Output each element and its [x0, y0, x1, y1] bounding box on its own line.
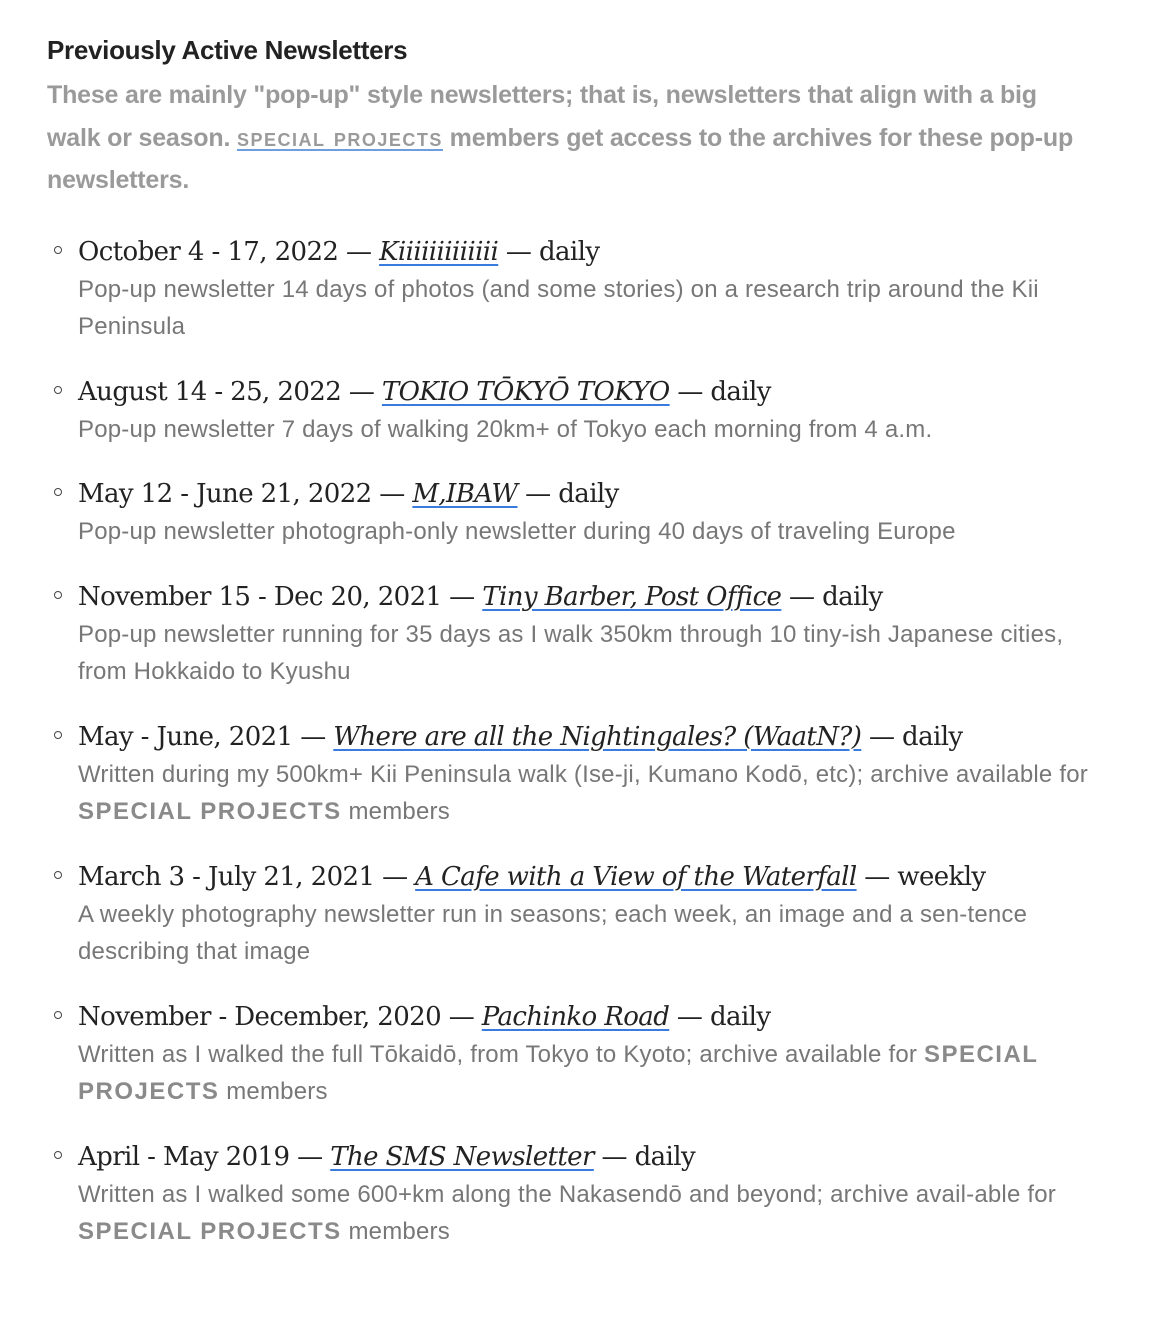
special-projects-label: SPECIAL PROJECTS [78, 798, 342, 825]
intro-text-after: members get access to the archives for these pop-up newsletters. [47, 123, 1074, 194]
dash-separator: — [379, 479, 405, 509]
description-text: Pop-up newsletter photograph-only newsletter during 40 days of traveling Europe [78, 518, 956, 545]
newsletter-title-link[interactable]: Tiny Barber, Post Office [482, 581, 782, 612]
bullet-icon [54, 386, 62, 394]
newsletter-description [78, 616, 1088, 691]
newsletter-item [47, 999, 1107, 1111]
newsletter-title-link[interactable]: M,IBAW [412, 479, 518, 509]
newsletter-dates: October 4 - 17, 2022 [78, 236, 339, 267]
newsletter-description [78, 513, 1088, 551]
dash-separator: — [677, 376, 703, 407]
newsletter-description [78, 271, 1088, 346]
newsletter-frequency: daily [634, 1141, 696, 1172]
newsletter-item [47, 859, 1107, 971]
newsletter-item [47, 719, 1107, 831]
dash-separator: — [676, 1001, 703, 1032]
newsletter-description [78, 1036, 1088, 1111]
description-text: Written as I walked some 600+km along the Nakasendō and beyond; archive avail-able for [78, 1180, 1056, 1208]
newsletter-dates: November 15 - Dec 20, 2021 [78, 581, 442, 612]
dash-separator: — [300, 721, 326, 752]
dash-separator: — [297, 1141, 323, 1172]
description-text-after: members [219, 1078, 328, 1105]
description-text: Written as I walked the full Tōkaidō, from Tokyo to Kyoto; archive available for [78, 1040, 924, 1068]
newsletter-dates: May 12 - June 21, 2022 [78, 479, 372, 509]
bullet-icon [54, 246, 62, 254]
newsletter-item [47, 579, 1107, 691]
newsletter-title-link[interactable]: TOKIO TŌKYŌ TOKYO [381, 376, 670, 407]
description-text: Pop-up newsletter 7 days of walking 20km+ of Tokyo each morning from 4 a.m. [78, 415, 933, 443]
newsletter-header [78, 999, 1107, 1035]
newsletter-header [78, 234, 1107, 270]
newsletter-title-link[interactable]: A Cafe with a View of the Waterfall [415, 861, 857, 892]
newsletter-frequency: daily [558, 479, 619, 509]
special-projects-link[interactable]: special projects [236, 123, 443, 152]
newsletter-header [78, 374, 1107, 410]
newsletter-frequency: daily [710, 376, 771, 407]
dash-separator: — [449, 581, 475, 612]
newsletter-title-link[interactable]: The SMS Newsletter [330, 1141, 594, 1172]
newsletter-dates: November - December, 2020 [78, 1001, 442, 1032]
section-intro [47, 74, 1087, 202]
newsletter-item [47, 476, 1107, 551]
newsletter-dates: April - May 2019 [78, 1141, 290, 1172]
dash-separator: — [601, 1141, 627, 1172]
bullet-icon [54, 591, 62, 599]
bullet-icon [54, 488, 62, 496]
newsletter-frequency: daily [538, 236, 600, 267]
special-projects-label: SPECIAL PROJECTS [78, 1040, 1039, 1105]
intro-text-before: These are mainly "pop-up" style newsletters; that is, newsletters that align with a big walk or season. [47, 81, 1037, 152]
newsletter-list [47, 234, 1107, 1251]
newsletter-frequency: daily [822, 581, 883, 612]
newsletter-header [78, 579, 1107, 615]
newsletter-frequency: weekly [897, 861, 986, 892]
newsletter-dates: May - June, 2021 [78, 721, 293, 752]
newsletter-description [78, 896, 1088, 971]
newsletter-item [47, 1139, 1107, 1251]
newsletter-description [78, 411, 1088, 449]
description-text-after: members [341, 1218, 450, 1245]
newsletter-header [78, 719, 1107, 755]
description-text: Written during my 500km+ Kii Peninsula walk (Ise-ji, Kumano Kodō, etc); archive available for [78, 760, 1088, 788]
newsletter-title-link[interactable]: Kiiiiiiiiiiiii [379, 236, 499, 267]
special-projects-label: SPECIAL PROJECTS [78, 1218, 342, 1245]
newsletter-header [78, 1139, 1107, 1175]
dash-separator: — [505, 236, 532, 267]
bullet-icon [54, 1011, 62, 1019]
newsletter-description [78, 756, 1088, 831]
newsletter-description [78, 1176, 1088, 1251]
newsletter-item [47, 374, 1107, 449]
newsletter-frequency: daily [902, 721, 963, 752]
description-text: A weekly photography newsletter run in seasons; each week, an image and a sen-tence describing that image [78, 900, 1028, 965]
dash-separator: — [448, 1001, 475, 1032]
bullet-icon [54, 731, 62, 739]
newsletter-header [78, 476, 1107, 512]
dash-separator: — [868, 721, 895, 752]
section-heading: Previously Active Newsletters [47, 35, 408, 65]
dash-separator: — [346, 236, 372, 267]
description-text-after: members [341, 798, 450, 825]
newsletter-title-link[interactable]: Where are all the Nightingales? (WaatN?) [333, 721, 862, 752]
description-text: Pop-up newsletter 14 days of photos (and some stories) on a research trip around the Kii Peninsula [78, 275, 1039, 340]
bullet-icon [54, 871, 62, 879]
dash-separator: — [864, 861, 890, 892]
dash-separator: — [382, 861, 408, 892]
newsletter-dates: August 14 - 25, 2022 [78, 376, 342, 407]
dash-separator: — [525, 479, 551, 509]
newsletters-section [47, 30, 1107, 1279]
newsletter-frequency: daily [710, 1001, 771, 1032]
dash-separator: — [789, 581, 815, 612]
newsletter-header [78, 859, 1107, 895]
bullet-icon [54, 1151, 62, 1159]
newsletter-dates: March 3 - July 21, 2021 [78, 861, 375, 892]
description-text: Pop-up newsletter running for 35 days as I walk 350km through 10 tiny-ish Japanese cities, from Hokkaido to Kyushu [78, 620, 1064, 685]
dash-separator: — [348, 376, 375, 407]
newsletter-item [47, 234, 1107, 346]
newsletter-title-link[interactable]: Pachinko Road [481, 1001, 670, 1032]
